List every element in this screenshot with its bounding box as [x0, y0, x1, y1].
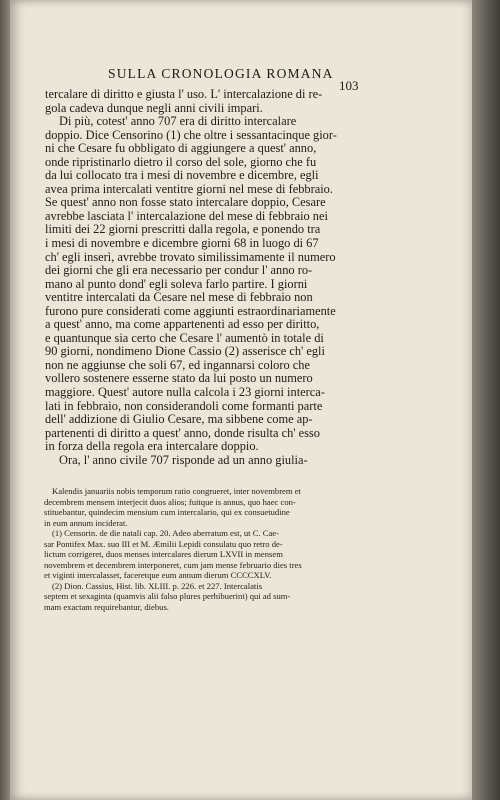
text-line: ni che Cesare fu obbligato di aggiungere a quest' anno, — [45, 141, 317, 156]
footnotes — [44, 486, 372, 612]
text-line: tercalare di diritto e giusta l' uso. L' intercalazione di re- — [45, 87, 323, 101]
text-line: a quest' anno, ma come appartenenti ad esso per diritto, — [45, 317, 320, 332]
text-line: lati in febbraio, non considerandoli come formanti parte — [45, 398, 323, 413]
text-line: 90 giorni, nondimeno Dione Cassio (2) asserisce ch' egli — [45, 344, 325, 359]
page-number: 103 — [339, 78, 359, 93]
footnote-line: lictum corrigeret, duos menses intercalares dierum LXVII in mensem — [44, 549, 283, 559]
book-gutter — [472, 0, 500, 800]
footnote-line: stituebantur, quindecim mensium cum intercalario, qui ex consuetudine — [44, 507, 290, 517]
text-line: i mesi di novembre e dicembre giorni 68 in luogo di 67 — [45, 236, 319, 251]
footnote-line: et viginti intercalasset, faceretque eum annum dierum CCCCXLV. — [44, 570, 272, 580]
footnote-line: mam exactam requirebantur, diebus. — [44, 601, 169, 612]
footnote-line: (2) Dion. Cassius, Hist. lib. XLIII. p. 226. et 227. Intercalatis — [52, 580, 263, 591]
text-line: Ora, l' anno civile 707 risponde ad un anno giulia- — [59, 452, 308, 467]
main-text — [45, 88, 367, 467]
text-line: vollero sostenere esserne stato da lui posto un numero — [45, 371, 313, 386]
left-page-edge — [0, 0, 10, 800]
text-line: avrebbe lasciata l' intercalazione del mese di febbraio nei — [45, 208, 328, 223]
running-header: SULLA CRONOLOGIA ROMANA — [108, 66, 334, 81]
footnote-line: septem et sexaginta (quamvis alii falso plures perhibuerint) qui ad sum- — [44, 591, 291, 601]
text-line: gola cadeva dunque negli anni civili impari. — [45, 100, 263, 115]
footnote-line: Kalendis januariis nobis temporum ratio congrueret, inter novembrem et — [52, 486, 301, 496]
text-line: furono pure considerati come aggiunti estraordinariamente — [45, 303, 336, 318]
text-line: dei giorni che gli era necessario per condur l' anno ro- — [45, 263, 313, 278]
text-line: avea prima intercalati ventitre giorni nel mese di febbraio. — [45, 181, 333, 196]
text-line: onde ripristinarlo dietro il corso del sole, giorno che fu — [45, 154, 317, 169]
text-line: Se quest' anno non fosse stato intercalare doppio, Cesare — [45, 195, 326, 210]
footnote-line: (1) Censorin. de die natali cap. 20. Adeo aberratum est, ut C. Cae- — [52, 528, 279, 538]
text-line: mano al punto dond' egli soleva farlo partire. I giorni — [45, 276, 308, 291]
text-line: Di più, cotest' anno 707 era di diritto intercalare — [59, 114, 297, 129]
footnote-line: sar Pontifex Max. suo III et M. Æmilii Lepidi consulatu quo retro de- — [44, 538, 283, 549]
text-line: non ne aggiunse che soli 67, ed ingannarsi coloro che — [45, 357, 310, 372]
text-line: ventitre intercalati da Cesare nel mese di febbraio non — [45, 290, 313, 305]
text-line: in forza della regola era intercalare doppio. — [45, 439, 259, 454]
text-line: maggiore. Quest' autore nulla calcola i 23 giorni interca- — [45, 385, 325, 400]
text-line: dell' addizione di Giulio Cesare, ma sibbene come ap- — [45, 412, 313, 427]
text-line: partenenti di diritto a quest' anno, donde risulta ch' esso — [45, 425, 320, 440]
text-line: limiti dei 22 giorni prescritti dalla regola, e ponendo tra — [45, 222, 321, 237]
text-line: doppio. Dice Censorino (1) che oltre i sessantacinque gior- — [45, 127, 337, 142]
footnote-line: in eum annum inciderat. — [44, 517, 128, 528]
text-line: ch' egli inserì, avrebbe trovato similissimamente il numero — [45, 249, 336, 264]
footnote-line: novembrem et decembrem interponeret, cum jam mense februario dies tres — [44, 559, 302, 570]
text-line: e quantunque sia certo che Cesare l' aumentò in totale di — [45, 330, 324, 345]
footnote-line: decembrem mensem interjecit duos alios; fuitque is annus, quo haec con- — [44, 496, 296, 507]
text-line: da lui collocato tra i mesi di novembre e dicembre, egli — [45, 168, 319, 183]
